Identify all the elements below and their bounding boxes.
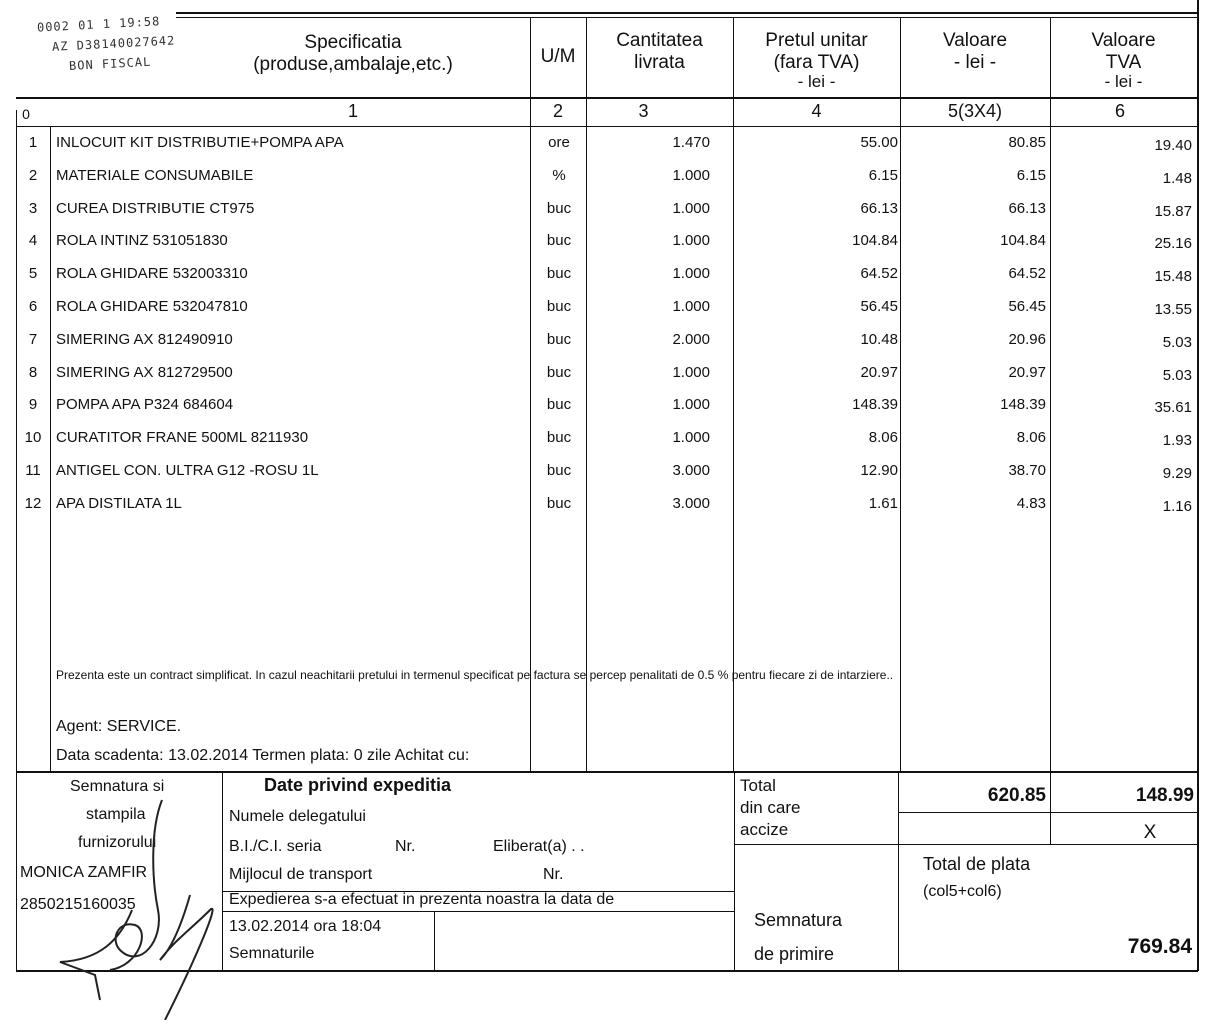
header-pretul-sub2: - lei - [797,72,836,91]
header-cantitatea-title: Cantitatea [616,30,703,51]
row-specification: ROLA GHIDARE 532047810 [56,298,248,315]
header-valoare-sub: - lei - [953,52,997,73]
header-valoare [900,30,1050,74]
row-vat: 5.03 [1162,366,1192,384]
row-unit: buc [546,462,572,479]
row-vat: 1.93 [1162,432,1192,450]
header-valoare-tva [1050,30,1197,90]
handwritten-signature [40,790,240,1020]
header-bottom-border [16,97,1198,99]
accize-mark: X [1143,822,1157,843]
row-vat: 5.03 [1162,333,1192,351]
row-value: 80.85 [1008,134,1046,151]
header-specificatia [176,32,530,76]
row-number: 2 [28,166,38,184]
row-unit-price: 10.48 [860,330,898,348]
row-value: 6.15 [1016,166,1046,184]
top-border-inner [176,17,1198,18]
row-specification: POMPA APA P324 684604 [56,396,234,414]
header-specificatia-sub: (produse,ambalaje,etc.) [253,54,453,75]
header-cantitatea [586,30,733,74]
row-specification: ROLA GHIDARE 532003310 [56,265,248,283]
row-number: 12 [24,494,42,512]
colnum-1: 1 [347,101,358,121]
row-number: 7 [28,330,38,348]
semnatura-primire-1: Semnatura [754,910,843,930]
row-specification: CURATITOR FRANE 500ML 8211930 [56,429,309,447]
row-unit-price: 12.90 [860,462,898,479]
row-quantity: 1.000 [672,396,710,414]
row-number: 8 [28,363,38,381]
header-valoare-tva-sub1: TVA [1105,52,1142,73]
row-specification: ANTIGEL CON. ULTRA G12 -ROSU 1L [56,462,319,479]
supplier-sign-line2: stampila [86,806,146,823]
row-unit-price: 104.84 [852,232,898,250]
row-specification: SIMERING AX 812490910 [56,330,233,348]
row-specification: CUREA DISTRIBUTIE CT975 [56,199,255,217]
row-quantity: 1.470 [672,134,710,151]
row-value: 148.39 [1000,396,1046,414]
row-unit: ore [548,134,570,151]
receipt-line-3: BON FISCAL [68,54,152,73]
transport-label: Mijlocul de transport [229,866,373,883]
row-specification: MATERIALE CONSUMABILE [56,166,254,184]
row-unit-price: 148.39 [852,396,898,414]
col-line-price [900,17,901,771]
row-quantity: 1.000 [672,363,710,381]
colnum-3: 3 [638,101,649,121]
total-label-1: Total [740,776,776,795]
row-value: 64.52 [1008,265,1046,283]
header-valoare-title: Valoare [942,30,1008,51]
data-ora-label: 13.02.2014 ora 18:04 [229,918,382,935]
row-number: 6 [28,298,38,315]
row-unit: buc [546,199,572,217]
row-unit-price: 6.15 [868,166,898,184]
footer-line-total [898,772,899,970]
footer-line-h4 [222,911,734,912]
row-value: 8.06 [1016,429,1046,447]
col-line-qty [733,17,734,771]
colnum-5: 5(3X4) [947,101,1003,121]
header-um: U/M [540,46,576,67]
header-valoare-tva-sub2: - lei - [1104,72,1143,91]
row-number: 9 [28,396,38,414]
footer-line-sig-box [434,911,435,970]
supplier-sign-line1: Semnatura si [70,778,165,795]
row-quantity: 1.000 [672,199,710,217]
col-line-um [586,17,587,771]
row-specification: INLOCUIT KIT DISTRIBUTIE+POMPA APA [56,134,344,151]
row-unit-price: 55.00 [860,134,898,151]
row-unit: buc [546,363,572,381]
delegat-label: Numele delegatului [229,808,366,825]
row-number: 4 [28,232,38,250]
row-unit-price: 56.45 [860,298,898,315]
bi-nr-label: Nr. [395,838,416,855]
total-plata-sub: (col5+col6) [923,883,1002,900]
footer-line-h2 [734,844,1198,845]
transport-nr-label: Nr. [543,866,564,883]
fiscal-receipt-stamp [37,10,177,77]
row-unit: buc [546,429,572,447]
header-valoare-tva-title: Valoare [1091,30,1156,51]
row-unit-price: 20.97 [860,363,898,381]
semnaturile-label: Semnaturile [229,945,315,962]
row-quantity: 1.000 [672,265,710,283]
row-unit-price: 64.52 [860,265,898,283]
col-line-value [1050,17,1051,771]
row-unit: buc [546,265,572,283]
bi-label: B.I./C.I. seria [229,838,322,855]
row-value: 104.84 [1000,232,1046,250]
total-plata-value: 769.84 [1127,935,1192,958]
eliberat-label: Eliberat(a) . . [493,838,585,855]
row-quantity: 3.000 [672,494,710,512]
header-pretul-sub1: (fara TVA) [773,52,860,73]
expedierea-label: Expedierea s-a efectuat in prezenta noastra la data de [229,891,615,908]
row-specification: ROLA INTINZ 531051830 [56,232,228,250]
row-vat: 35.61 [1154,399,1192,417]
header-cantitatea-sub: livrata [634,52,685,73]
footer-line-exp [734,772,735,970]
row-value: 4.83 [1016,494,1046,512]
row-unit: buc [546,330,572,348]
col-line-spec [530,17,531,771]
header-pretul-title: Pretul unitar [765,30,868,51]
supplier-id: 2850215160035 [20,896,136,913]
total-label-3: accize [740,820,789,839]
row-unit: buc [546,494,572,512]
row-unit: buc [546,298,572,315]
col-line-nr [50,126,51,771]
row-number: 10 [24,429,42,447]
supplier-sign-line3: furnizorului [78,834,157,851]
due-date-line: Data scadenta: 13.02.2014 Termen plata: 0 zile Achitat cu: [56,747,470,764]
total-plata-label: Total de plata [923,854,1031,874]
row-unit-price: 8.06 [868,429,898,447]
row-vat: 15.87 [1154,202,1192,220]
colnum-6: 6 [1114,101,1125,121]
row-value: 56.45 [1008,298,1046,315]
row-quantity: 3.000 [672,462,710,479]
row-quantity: 1.000 [672,232,710,250]
total-vat: 148.99 [1135,785,1194,806]
row-number: 11 [25,462,41,479]
colnum-2: 2 [552,101,563,121]
row-vat: 1.16 [1162,497,1192,515]
row-number: 5 [28,265,38,283]
row-number: 1 [28,134,38,151]
receipt-line-1: 0002 01 1 19:58 [36,14,161,35]
colnum-bottom-border [16,126,1198,127]
total-label-2: din care [740,798,801,817]
row-quantity: 1.000 [672,298,710,315]
row-unit: buc [546,232,572,250]
row-vat: 13.55 [1154,301,1192,318]
col-line-left [16,110,17,971]
footer-line-h1 [898,812,1198,813]
supplier-name: MONICA ZAMFIR [20,864,148,881]
row-vat: 25.16 [1154,235,1192,253]
row-quantity: 2.000 [672,330,710,348]
header-specificatia-title: Specificatia [304,32,402,53]
row-value: 20.97 [1008,363,1046,381]
row-vat: 1.48 [1162,169,1192,187]
row-specification: SIMERING AX 812729500 [56,363,233,381]
top-border [176,12,1198,14]
row-unit: buc [546,396,572,414]
colnum-4: 4 [811,101,822,121]
footer-line-total-vat [1050,772,1051,844]
agent-line: Agent: SERVICE. [56,718,182,735]
row-value: 38.70 [1008,462,1046,479]
expeditie-title: Date privind expeditia [264,775,452,795]
row-number: 3 [28,199,38,217]
row-value: 66.13 [1008,199,1046,217]
header-pretul [733,30,900,90]
row-unit: % [552,166,566,184]
row-quantity: 1.000 [672,166,710,184]
row-value: 20.96 [1008,330,1046,348]
table-bottom-border [16,771,1198,773]
row-vat: 19.40 [1154,137,1192,154]
row-vat: 15.48 [1154,268,1192,286]
semnatura-primire-2: de primire [754,944,835,964]
receipt-line-2: AZ D38140027642 [51,33,176,54]
row-unit-price: 1.61 [868,494,898,512]
row-unit-price: 66.13 [860,199,898,217]
row-specification: APA DISTILATA 1L [56,494,182,512]
contract-note: Prezenta este un contract simplificat. In cazul neachitarii pretului in termenul specificat pe factura se percep penalitati de 0.5 % pentru fiecare zi de intarziere.. [56,668,894,682]
colnum-0: 0 [22,106,30,122]
row-quantity: 1.000 [672,429,710,447]
total-value: 620.85 [987,785,1046,806]
row-vat: 9.29 [1162,465,1192,482]
